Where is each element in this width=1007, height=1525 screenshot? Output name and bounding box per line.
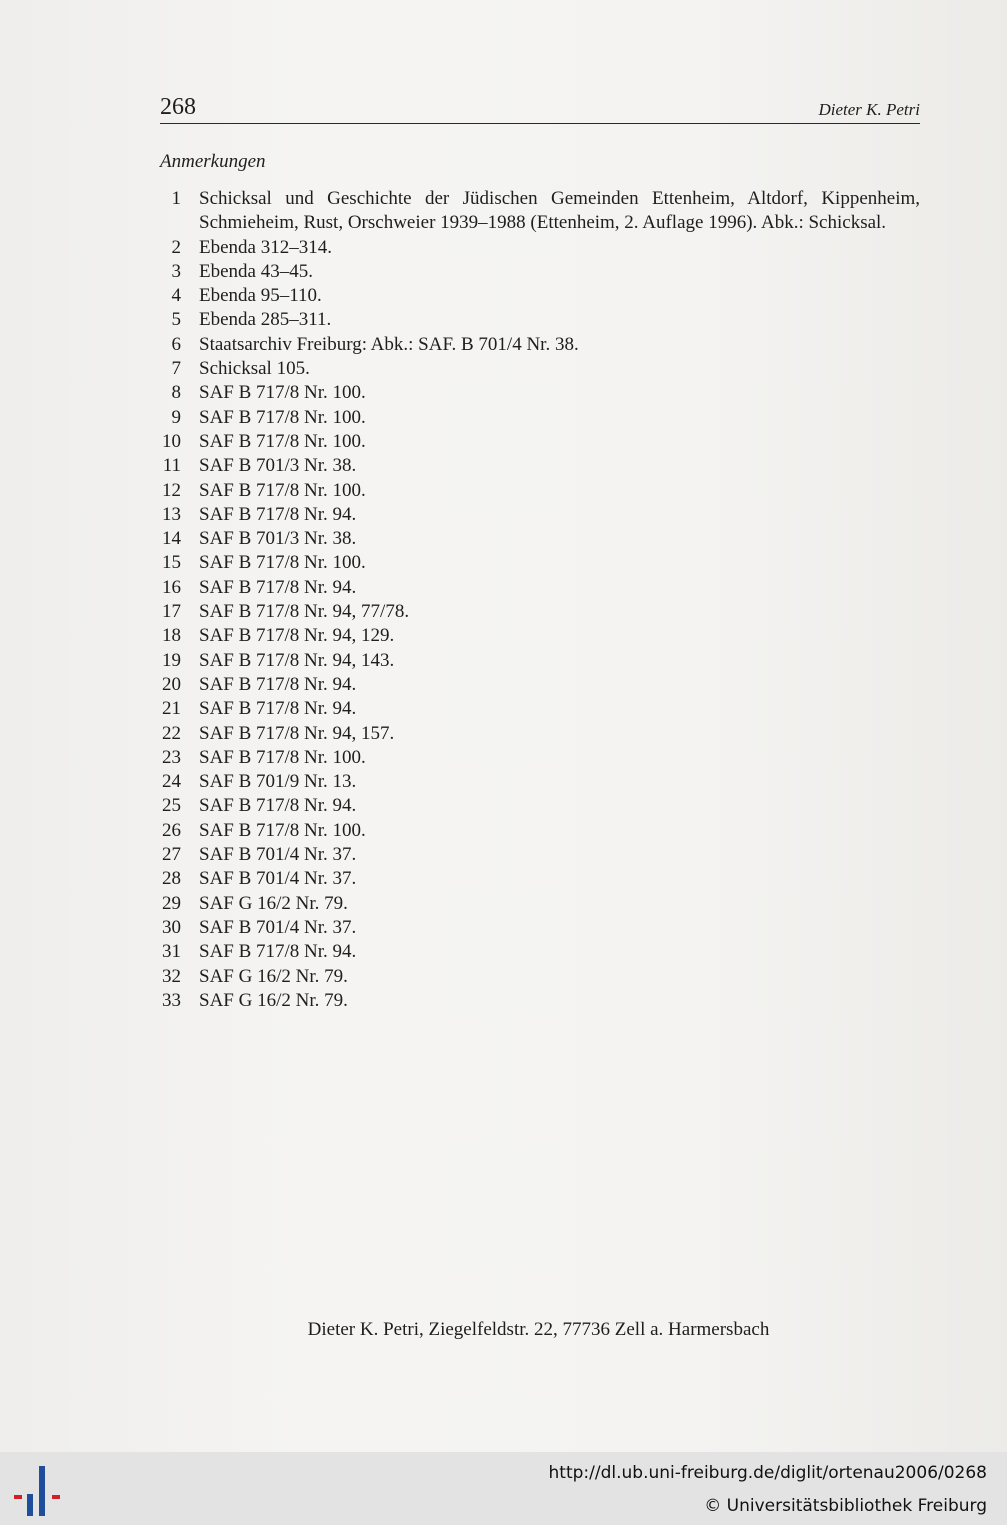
footnote-text: SAF G 16/2 Nr. 79. <box>199 892 348 914</box>
footnote-text: SAF B 717/8 Nr. 94. <box>199 576 357 598</box>
footnote-item <box>155 406 920 430</box>
footnote-item <box>155 479 920 503</box>
footnote-item <box>155 333 920 357</box>
footnote-item <box>155 649 920 673</box>
permalink-url[interactable]: http://dl.ub.uni-freiburg.de/diglit/ortenau2006/0268 <box>548 1463 987 1483</box>
library-logo-icon[interactable] <box>12 1464 64 1516</box>
footnote-number: 25 <box>162 795 181 817</box>
footnote-text: SAF B 701/3 Nr. 38. <box>199 528 357 550</box>
footnote-number: 19 <box>162 649 181 671</box>
footnote-text: Schicksal 105. <box>199 358 310 380</box>
footnote-text: SAF B 701/4 Nr. 37. <box>199 916 357 938</box>
footnote-text: SAF B 717/8 Nr. 100. <box>199 819 366 841</box>
footnote-number: 17 <box>162 601 181 623</box>
footnote-number: 22 <box>162 722 181 744</box>
footnote-item <box>155 940 920 964</box>
footnote-item <box>155 260 920 284</box>
footnote-number: 29 <box>162 892 181 914</box>
footnote-number: 8 <box>171 382 181 404</box>
footnote-number: 23 <box>162 746 181 768</box>
footnote-item <box>155 673 920 697</box>
copyright-notice: © Universitätsbibliothek Freiburg <box>704 1496 987 1516</box>
footnote-number: 28 <box>162 868 181 890</box>
footnote-number: 33 <box>162 989 181 1011</box>
footnote-item <box>155 722 920 746</box>
footnote-text: SAF B 717/8 Nr. 94. <box>199 941 357 963</box>
footnote-text: SAF B 717/8 Nr. 100. <box>199 746 366 768</box>
footnote-item <box>155 843 920 867</box>
running-head-author: Dieter K. Petri <box>818 100 920 119</box>
logo-bar-short <box>27 1494 33 1516</box>
footnote-item <box>155 503 920 527</box>
footnote-number: 1 <box>171 188 181 209</box>
footnote-text: SAF B 717/8 Nr. 94, 77/78. <box>199 601 410 623</box>
page-number: 268 <box>160 94 196 120</box>
footnote-text: SAF B 717/8 Nr. 94. <box>199 795 357 817</box>
footnote-number: 20 <box>162 673 181 695</box>
logo-bar-tall <box>39 1466 45 1516</box>
footnote-item <box>155 454 920 478</box>
footnote-item <box>155 697 920 721</box>
footnote-number: 32 <box>162 965 181 987</box>
footnote-text: Schicksal und Geschichte der Jüdischen Gemeinden Ettenheim, Altdorf, Kippenheim, Schmieheim, Rust, Orschweier 1939–1988 (Ettenheim, 2. Auflage 1996). Abk.: Schicksal. <box>199 188 920 234</box>
footnote-number: 31 <box>162 941 181 963</box>
footnote-number: 21 <box>162 698 181 720</box>
footnote-number: 13 <box>162 503 181 525</box>
footnote-number: 3 <box>171 260 181 282</box>
footnote-text: Ebenda 43–45. <box>199 260 313 282</box>
footnote-number: 6 <box>171 333 181 355</box>
footnote-item <box>155 989 920 1013</box>
footnote-text: SAF B 717/8 Nr. 94. <box>199 673 357 695</box>
footnote-text: SAF B 701/3 Nr. 38. <box>199 455 357 477</box>
footnote-number: 15 <box>162 552 181 574</box>
footnote-item <box>155 430 920 454</box>
footnote-item <box>155 867 920 891</box>
footnote-text: SAF B 701/4 Nr. 37. <box>199 844 357 866</box>
footnote-item <box>155 770 920 794</box>
footnote-text: SAF B 717/8 Nr. 94, 143. <box>199 649 395 671</box>
page-header <box>160 93 920 124</box>
footnote-number: 9 <box>171 406 181 428</box>
footnote-text: SAF B 717/8 Nr. 100. <box>199 430 366 452</box>
footnote-text: SAF B 701/9 Nr. 13. <box>199 771 357 793</box>
logo-left-dash <box>14 1495 22 1499</box>
footnote-text: SAF G 16/2 Nr. 79. <box>199 965 348 987</box>
footnote-text: SAF B 717/8 Nr. 94, 157. <box>199 722 395 744</box>
footnote-text: SAF B 717/8 Nr. 100. <box>199 406 366 428</box>
footnote-number: 14 <box>162 528 181 550</box>
author-address: Dieter K. Petri, Ziegelfeldstr. 22, 77736 Zell a. Harmersbach <box>307 1319 770 1340</box>
footnote-item <box>155 187 920 236</box>
footnote-item <box>155 624 920 648</box>
logo-right-dash <box>52 1495 60 1499</box>
footnote-number: 5 <box>171 309 181 331</box>
footnote-item <box>155 916 920 940</box>
footnote-number: 2 <box>171 236 181 258</box>
footnote-item <box>155 357 920 381</box>
footnote-number: 24 <box>162 771 181 793</box>
footnote-number: 7 <box>171 358 181 380</box>
footnote-text: SAF B 717/8 Nr. 100. <box>199 382 366 404</box>
footnote-text: Staatsarchiv Freiburg: Abk.: SAF. B 701/4 Nr. 38. <box>199 333 579 355</box>
notes-heading: Anmerkungen <box>160 151 266 172</box>
footnote-number: 27 <box>162 844 181 866</box>
footnote-item <box>155 819 920 843</box>
footnote-text: SAF B 717/8 Nr. 94. <box>199 503 357 525</box>
footnote-item <box>155 965 920 989</box>
footnote-item <box>155 576 920 600</box>
footnote-item <box>155 794 920 818</box>
footnote-number: 16 <box>162 576 181 598</box>
footnote-text: SAF B 717/8 Nr. 94, 129. <box>199 625 395 647</box>
footnote-text: SAF G 16/2 Nr. 79. <box>199 989 348 1011</box>
footnote-item <box>155 527 920 551</box>
footnote-item <box>155 892 920 916</box>
footnote-text: SAF B 717/8 Nr. 100. <box>199 479 366 501</box>
footnote-item <box>155 381 920 405</box>
footnote-item <box>155 600 920 624</box>
footnote-number: 12 <box>162 479 181 501</box>
footnote-item <box>155 551 920 575</box>
footnote-item <box>155 308 920 332</box>
footnote-text: SAF B 717/8 Nr. 94. <box>199 698 357 720</box>
footnote-item <box>155 284 920 308</box>
footnote-number: 18 <box>162 625 181 647</box>
footnote-item <box>155 236 920 260</box>
footnote-number: 11 <box>162 455 181 477</box>
footnote-text: SAF B 717/8 Nr. 100. <box>199 552 366 574</box>
footnote-number: 4 <box>171 285 181 307</box>
footnote-text: Ebenda 95–110. <box>199 285 322 307</box>
footnote-item <box>155 746 920 770</box>
footnote-text: SAF B 701/4 Nr. 37. <box>199 868 357 890</box>
footnote-number: 10 <box>162 430 181 452</box>
footnote-number: 30 <box>162 916 181 938</box>
notes-list <box>155 187 920 1013</box>
footnote-text: Ebenda 285–311. <box>199 309 332 331</box>
footer-bar <box>0 1452 1007 1525</box>
footnote-text: Ebenda 312–314. <box>199 236 332 258</box>
footnote-number: 26 <box>162 819 181 841</box>
